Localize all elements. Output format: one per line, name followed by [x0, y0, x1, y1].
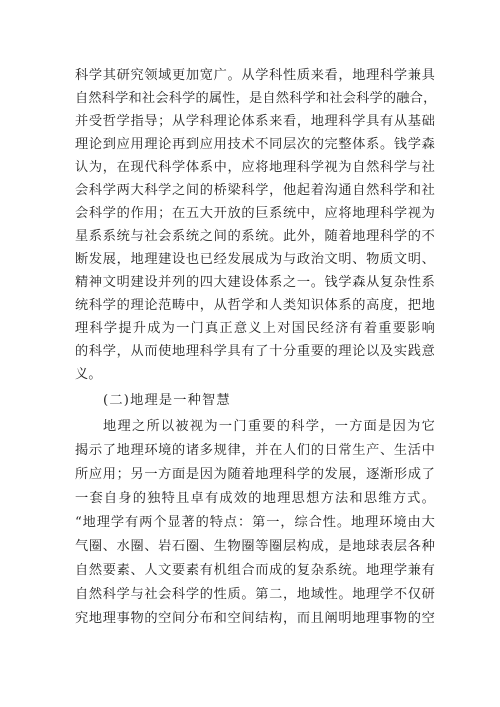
paragraph-line: 揭示了地理环境的诸多规律，并在人们的日常生产、生活中: [75, 443, 435, 458]
paragraph-line: 理论到应用理论再到应用技术不同层次的完整体系。钱学森: [75, 137, 435, 152]
paragraph-line: “地理学有两个显著的特点：第一，综合性。地理环境由大: [75, 515, 435, 530]
paragraph-line: 会科学两大科学之间的桥梁科学，他起着沟通自然科学和社: [75, 183, 435, 198]
paragraph-line: 断发展，地理建设也已经发展成为与政治文明、物质文明、: [75, 252, 435, 267]
paragraph-line: 究地理事物的空间分布和空间结构，而且阐明地理事物的空: [75, 611, 435, 626]
paragraph-line: 气圈、水圈、岩石圈、生物圈等圈层构成，是地球表层各种: [75, 539, 435, 554]
paragraph-line: 科学其研究领域更加宽广。从学科性质来看，地理科学兼具: [75, 68, 435, 83]
paragraph-line: 自然要素、人文要素有机组合而成的复杂系统。地理学兼有: [75, 563, 435, 578]
paragraph-line: 星系系统与社会系统之间的系统。此外，随着地理科学的不: [75, 229, 435, 244]
paragraph-line: 的科学，从而使地理科学具有了十分重要的理论以及实践意: [75, 344, 435, 359]
paragraph-line: 义。: [75, 367, 102, 382]
paragraph-line: 所应用；另一方面是因为随着地理科学的发展，逐渐形成了: [75, 467, 435, 482]
paragraph-line: 会科学的作用；在五大开放的巨系统中，应将地理科学视为: [75, 206, 435, 221]
section-heading: (二)地理是一种智慧: [103, 393, 231, 408]
paragraph-line: 地理之所以被视为一门重要的科学，一方面是因为它: [103, 419, 435, 434]
paragraph-line: 并受哲学指导；从学科理论体系来看，地理科学具有从基础: [75, 114, 435, 129]
paragraph-line: 统科学的理论范畴中，从哲学和人类知识体系的高度，把地: [75, 298, 435, 313]
paragraph-line: 精神文明建设并列的四大建设体系之一。钱学森从复杂性系: [75, 275, 435, 290]
paragraph-line: 一套自身的独特且卓有成效的地理思想方法和思维方式。: [75, 491, 435, 506]
paragraph-line: 自然科学和社会科学的属性，是自然科学和社会科学的融合，: [75, 91, 437, 106]
paragraph-line: 理科学提升成为一门真正意义上对国民经济有着重要影响: [75, 321, 435, 336]
paragraph-line: 自然科学与社会科学的性质。第二，地域性。地理学不仅研: [75, 587, 435, 602]
paragraph-line: 认为，在现代科学体系中，应将地理科学视为自然科学与社: [75, 160, 435, 175]
